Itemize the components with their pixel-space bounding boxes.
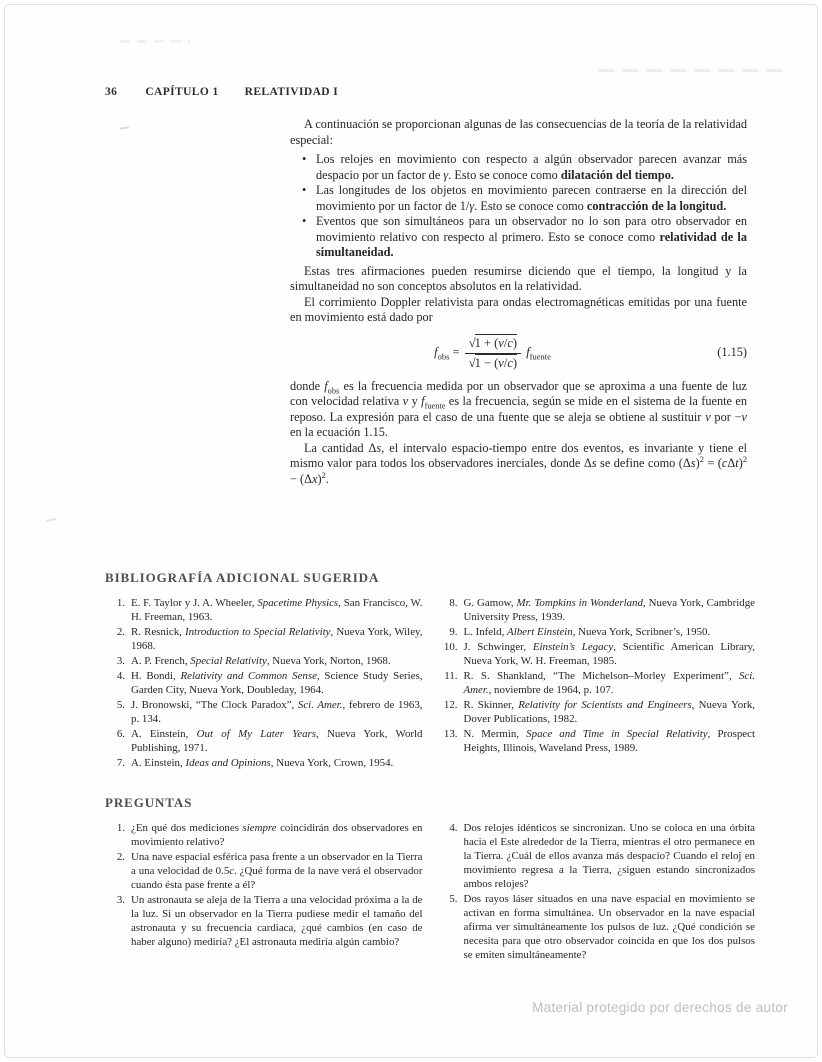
scan-artifact bbox=[120, 126, 129, 129]
bibliography-column-left bbox=[105, 596, 423, 771]
chapter-title: RELATIVIDAD I bbox=[244, 86, 339, 98]
bullet-marker: • bbox=[302, 183, 307, 197]
questions-column-right bbox=[438, 821, 756, 963]
reference-item: 3. A. P. French, Special Relativity, Nueva York, Norton, 1968. bbox=[116, 655, 391, 667]
equation-numerator: √1 + (v/c) bbox=[465, 335, 521, 355]
chapter-label: CAPÍTULO 1 bbox=[145, 86, 219, 98]
radical-sign: √ bbox=[468, 356, 476, 370]
reference-item: 11. R. S. Shankland, “The Michelson–Morley Experiment”, Sci. Amer., noviembre de 1964, p. 107. bbox=[444, 670, 755, 696]
question-item: 1. ¿En qué dos mediciones siempre coincidirán dos observadores en movimiento relativo? bbox=[116, 822, 423, 848]
equation-rhs: $f_{fuente}$ bbox=[526, 344, 551, 362]
list-item-time-dilation bbox=[290, 152, 747, 183]
bibliography-section bbox=[105, 570, 755, 771]
list-item-text: Los relojes en movimiento con respecto a algún observador parecen avanzar más despacio por un factor de γ. Esto se conoce como dilatación del tiempo. bbox=[316, 152, 747, 182]
question-item: 3. Un astronauta se aleja de la Tierra a una velocidad próxima a la de la luz. Si un observador en la Tierra pudiese medir el tamaño del astronauta y su frecuencia cardiaca, ¿qué cambios (en caso de haber alguno) mediría? ¿El astronauta mediría algún cambio? bbox=[116, 894, 423, 948]
questions-columns bbox=[105, 821, 755, 963]
equation-number: (1.15) bbox=[717, 345, 747, 360]
bullet-marker: • bbox=[302, 214, 307, 228]
scan-artifact bbox=[46, 518, 56, 522]
body-text-column bbox=[290, 117, 747, 487]
running-header bbox=[105, 86, 745, 98]
reference-item: 8. G. Gamow, Mr. Tompkins in Wonderland, Nueva York, Cambridge University Press, 1939. bbox=[449, 597, 755, 623]
scan-artifact bbox=[598, 69, 783, 72]
list-item-length-contraction bbox=[290, 183, 747, 214]
bullet-marker: • bbox=[302, 152, 307, 166]
reference-item: 2. R. Resnick, Introduction to Special Relativity, Nueva York, Wiley, 1968. bbox=[116, 626, 423, 652]
reference-item: 6. A. Einstein, Out of My Later Years, Nueva York, World Publishing, 1971. bbox=[116, 728, 423, 754]
reference-item: 1. E. F. Taylor y J. A. Wheeler, Spacetime Physics, San Francisco, W. H. Freeman, 1963. bbox=[116, 597, 423, 623]
equation-lhs: $f_{obs}$ = bbox=[434, 344, 463, 362]
doppler-equation bbox=[290, 335, 747, 372]
reference-item: 13. N. Mermin, Space and Time in Special Relativity, Prospect Heights, Illinois, Waveland Press, 1989. bbox=[443, 728, 756, 754]
questions-section bbox=[105, 795, 755, 963]
list-item-simultaneity bbox=[290, 214, 747, 261]
reference-item: 9. L. Infeld, Albert Einstein, Nueva York, Scribner’s, 1950. bbox=[449, 626, 711, 638]
bibliography-columns bbox=[105, 596, 755, 771]
paragraph-intro: A continuación se proporcionan algunas de las consecuencias de la teoría de la relatividad especial: bbox=[290, 117, 747, 147]
paragraph-interval: La cantidad Δs, el intervalo espacio-tiempo entre dos eventos, es invariante y tiene el mismo valor para todos los observadores inerciales, donde Δs se define como $(\Delta s)^2 = (c\Delta t)^2 - (\Delta x)^2$. bbox=[290, 440, 747, 486]
page-number: 36 bbox=[105, 86, 118, 98]
reference-item: 5. J. Bronowski, “The Clock Paradox”, Sci. Amer., febrero de 1963, p. 134. bbox=[116, 699, 423, 725]
reference-item: 10. J. Schwinger, Einstein’s Legacy, Scientific American Library, Nueva York, W. H. Freeman, 1985. bbox=[443, 641, 755, 667]
reference-item: 12. R. Skinner, Relativity for Scientists and Engineers, Nueva York, Dover Publications, 1982. bbox=[443, 699, 755, 725]
question-item: 5. Dos rayos láser situados en una nave espacial en movimiento se activan en forma simultánea. Un observador en la nave espacial afirma ver simultáneamente los pulsos de luz. ¿Qué condición se necesita para que otro observador coincida en que los dos pulsos se emiten simultáneamente? bbox=[449, 893, 755, 961]
paragraph-doppler-intro: El corrimiento Doppler relativista para ondas electromagnéticas emitidas por una fuente en movimiento está dado por bbox=[290, 294, 747, 324]
paragraph-where: donde $f_{obs}$ es la frecuencia medida por un observador que se aproxima a una fuente de luz con velocidad relativa v y $f_{fuente}$ es la frecuencia, según se mide en el sistema de la fuente en reposo. La expresión para el caso de una fuente que se aleja se obtiene al sustituir v por −v en la ecuación 1.15. bbox=[290, 378, 748, 439]
reference-item: 7. A. Einstein, Ideas and Opinions, Nueva York, Crown, 1954. bbox=[116, 757, 394, 769]
reference-item: 4. H. Bondi, Relativity and Common Sense, Science Study Series, Garden City, Nueva York, Doubleday, 1964. bbox=[116, 670, 423, 696]
list-item-text: Las longitudes de los objetos en movimiento parecen contraerse en la dirección del movimiento por un factor de 1/γ. Esto se conoce como contracción de la longitud. bbox=[316, 183, 747, 213]
list-item-text: Eventos que son simultáneos para un observador no lo son para otro observador en movimiento relativo con respecto al primero. Esto se conoce como relatividad de la simultaneidad. bbox=[316, 214, 747, 259]
equation-denominator: √1 − (v/c) bbox=[468, 356, 518, 370]
paragraph-summary: Estas tres afirmaciones pueden resumirse diciendo que el tiempo, la longitud y la simultaneidad no son conceptos absolutos en la relatividad. bbox=[290, 263, 747, 293]
equation-body bbox=[290, 335, 695, 372]
scan-artifact bbox=[120, 40, 190, 43]
questions-column-left bbox=[105, 821, 423, 963]
question-item: 2. Una nave espacial esférica pasa frente a un observador en la Tierra a una velocidad de 0.5c. ¿Qué forma de la nave verá el observador cuando ésta pase frente a él? bbox=[116, 851, 423, 891]
section-title-questions: PREGUNTAS bbox=[105, 795, 193, 810]
equation-fraction bbox=[465, 335, 521, 372]
consequences-list bbox=[290, 152, 747, 261]
radical-sign: √ bbox=[468, 335, 476, 350]
bibliography-column-right bbox=[438, 596, 756, 771]
question-item: 4. Dos relojes idénticos se sincronizan. Uno se coloca en una órbita hacia el Este alrededor de la Tierra, mientras el otro permanece en la Tierra. ¿Cuál de ellos avanza más despacio? Cuando el reloj en movimiento regresa a la Tierra, ¿siguen estando sincronizados ambos relojes? bbox=[449, 822, 755, 890]
section-title-bibliography: BIBLIOGRAFÍA ADICIONAL SUGERIDA bbox=[105, 570, 380, 585]
copyright-notice: Material protegido por derechos de autor bbox=[532, 1000, 788, 1015]
